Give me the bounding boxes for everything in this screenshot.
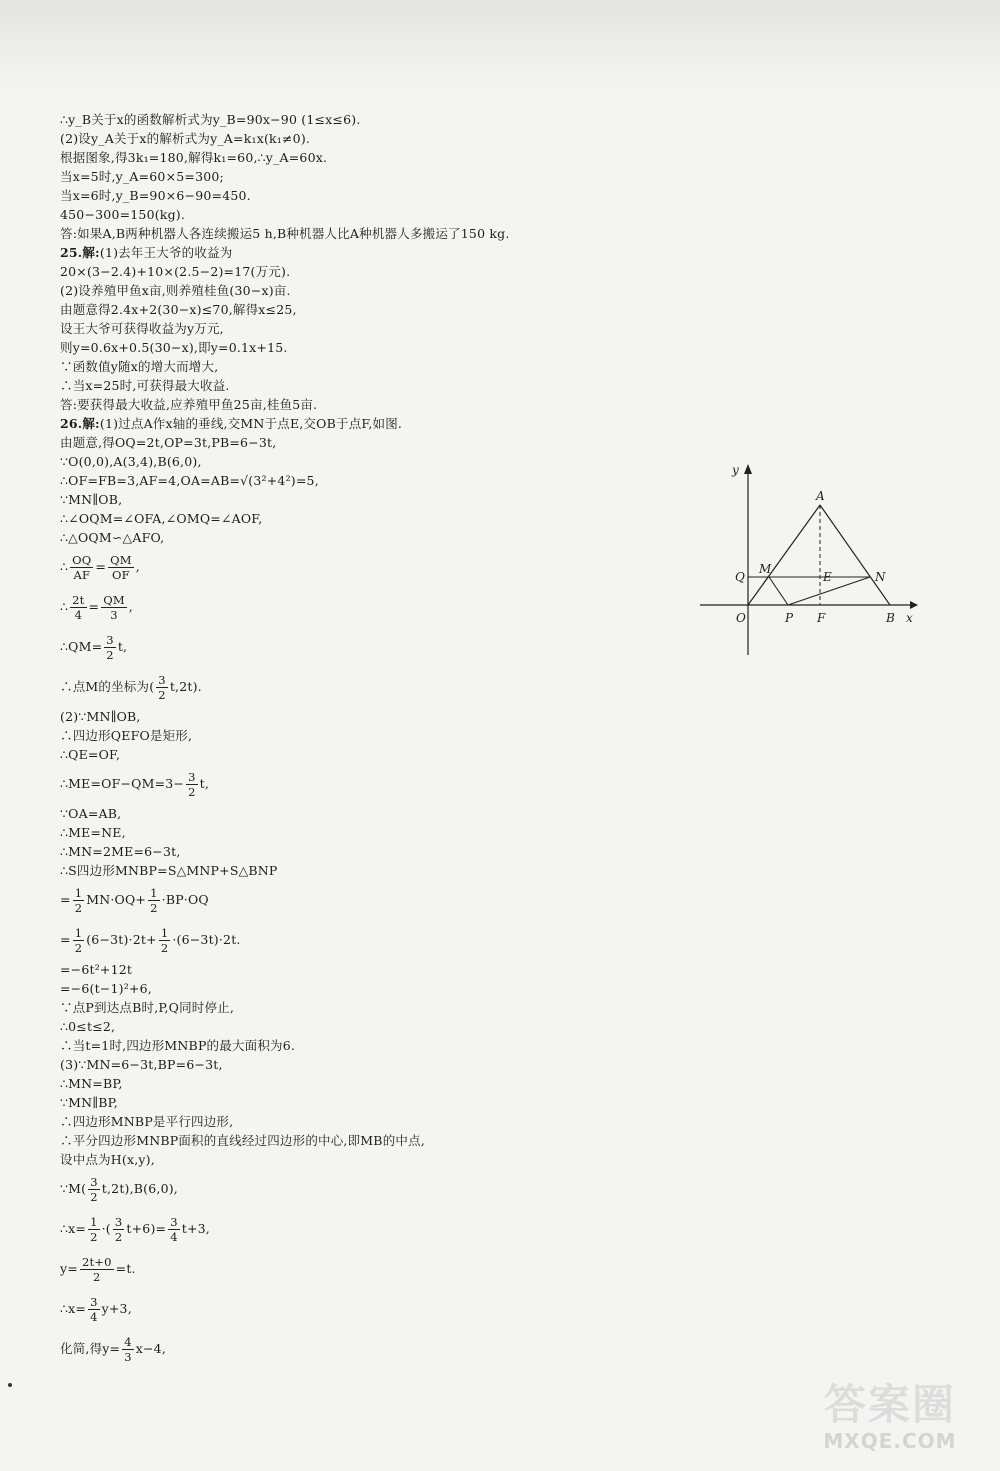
- text-line: (2)设养殖甲鱼x亩,则养殖桂鱼(30−x)亩.: [60, 283, 291, 298]
- text-span: =: [60, 892, 71, 907]
- text-line: (2)设y_A关于x的解析式为y_A=k₁x(k₁≠0).: [60, 131, 311, 146]
- site-watermark: [800, 1381, 980, 1461]
- text-span: t,: [117, 639, 128, 654]
- text-line: =−6t²+12t: [60, 962, 133, 977]
- text-span: ∴x=: [60, 1221, 87, 1236]
- text-span: =t.: [115, 1261, 136, 1276]
- ratio-line: ∴ $\frac{OQ}{AF}$ = $\frac{QM}{OF}$ ,: [60, 553, 140, 582]
- text-line: 设王大爷可获得收益为y万元,: [60, 321, 224, 336]
- text-span: ·(6−3t)·2t.: [172, 932, 241, 947]
- text-span: ∴: [60, 559, 69, 574]
- text-line: ∴四边形QEFO是矩形,: [60, 728, 193, 743]
- text-line: =−6(t−1)²+6,: [60, 981, 152, 996]
- label-F: F: [817, 611, 826, 625]
- fraction: $\frac{1}{2}$: [160, 926, 169, 955]
- text-line: 450−300=150(kg).: [60, 207, 186, 222]
- text-span: ∴x=: [60, 1301, 87, 1316]
- text-span: MN·OQ+: [86, 892, 147, 907]
- fraction: $\frac{1}{2}$: [90, 1215, 98, 1244]
- y-axis-arrow: [744, 464, 752, 474]
- label-P: P: [785, 611, 794, 625]
- answer-text: [60, 110, 680, 1369]
- text-line: ∴△OQM∽△AFO,: [60, 530, 165, 545]
- text-line: 则y=0.6x+0.5(30−x),即y=0.1x+15.: [60, 340, 288, 355]
- text-span: ∴: [60, 599, 69, 614]
- area-substitution-line: [60, 920, 680, 960]
- text-span: =: [60, 932, 71, 947]
- text-span: t,: [199, 776, 210, 791]
- text-line: ∴0≤t≤2,: [60, 1019, 116, 1034]
- text-span: (1)去年王大爷的收益为: [99, 245, 233, 260]
- text-line: 由题意,得OQ=2t,OP=3t,PB=6−3t,: [60, 435, 277, 450]
- text-span: y=: [60, 1261, 78, 1276]
- fraction: $\frac{OQ}{AF}$: [72, 553, 92, 582]
- text-line: 当x=5时,y_A=60×5=300;: [60, 169, 224, 184]
- text-line: ∵OA=AB,: [60, 806, 122, 821]
- text-line: ∴平分四边形MNBP面积的直线经过四边形的中心,即MB的中点,: [60, 1133, 425, 1148]
- x-in-y-line: [60, 1289, 680, 1329]
- segment-MP: [769, 577, 788, 605]
- solution-label: 解:: [82, 245, 100, 260]
- text-line: ∵函数值y随x的增大而增大,: [60, 359, 219, 374]
- text-span: t,2t).: [169, 679, 202, 694]
- y-axis-label: y: [732, 463, 739, 477]
- text-line: 由题意得2.4x+2(30−x)≤70,解得x≤25,: [60, 302, 297, 317]
- area-formula-line: [60, 880, 680, 920]
- fraction: $\frac{3}{2}$: [188, 770, 196, 799]
- text-span: ∵M(: [60, 1181, 87, 1196]
- label-O: O: [736, 611, 746, 625]
- text-line: ∴∠OQM=∠OFA,∠OMQ=∠AOF,: [60, 511, 263, 526]
- text-span: ·BP·OQ: [161, 892, 209, 907]
- text-line: (3)∵MN=6−3t,BP=6−3t,: [60, 1057, 223, 1072]
- text-line: ∴OF=FB=3,AF=4,OA=AB=√(3²+4²)=5,: [60, 473, 319, 488]
- text-line: 根据图象,得3k₁=180,解得k₁=60,∴y_A=60x.: [60, 150, 328, 165]
- text-line: 设中点为H(x,y),: [60, 1152, 155, 1167]
- question-number: 26.: [60, 416, 83, 431]
- label-M: M: [759, 562, 772, 576]
- fraction: $\frac{1}{2}$: [150, 886, 158, 915]
- watermark-url: MXQE.COM: [823, 1429, 957, 1453]
- point-m-line: [60, 667, 680, 707]
- solution-label: 解:: [82, 416, 100, 431]
- text-line: 当x=6时,y_B=90×6−90=450.: [60, 188, 251, 203]
- label-A: A: [816, 489, 825, 503]
- question-number: 25.: [60, 245, 83, 260]
- text-line: ∴当t=1时,四边形MNBP的最大面积为6.: [60, 1038, 296, 1053]
- text-line: ∴y_B关于x的函数解析式为y_B=90x−90 (1≤x≤6).: [60, 112, 361, 127]
- text-span: x−4,: [135, 1341, 166, 1356]
- fraction: $\frac{3}{2}$: [158, 673, 166, 702]
- scan-dot: [8, 1383, 12, 1387]
- x-axis-arrow: [910, 601, 918, 609]
- text-line: ∴S四边形MNBP=S△MNP+S△BNP: [60, 863, 278, 878]
- question-25-header: [60, 243, 680, 262]
- x-axis-label: x: [906, 611, 913, 625]
- text-line: ∵MN∥OB,: [60, 492, 123, 507]
- label-B: B: [886, 611, 895, 625]
- ratio-line: ∴ $\frac{2t}{4}$ = $\frac{QM}{3}$ ,: [60, 593, 133, 622]
- fraction: $\frac{3}{2}$: [90, 1175, 98, 1204]
- qm-line: [60, 627, 680, 667]
- page-top-shading: [0, 0, 1000, 90]
- label-N: N: [875, 570, 886, 584]
- text-line: ∴当x=25时,可获得最大收益.: [60, 378, 230, 393]
- text-line: 20×(3−2.4)+10×(2.5−2)=17(万元).: [60, 264, 291, 279]
- fraction: $\frac{1}{2}$: [74, 926, 83, 955]
- fraction: $\frac{3}{4}$: [90, 1295, 98, 1324]
- y-midpoint-line: [60, 1249, 680, 1289]
- text-span: 化简,得y=: [60, 1341, 121, 1356]
- text-span: t+3,: [181, 1221, 210, 1236]
- geometry-diagram: [700, 460, 920, 660]
- fraction: $\frac{3}{2}$: [114, 1215, 123, 1244]
- fraction: $\frac{QM}{3}$: [103, 593, 125, 622]
- fraction: $\frac{3}{4}$: [170, 1215, 178, 1244]
- x-midpoint-line: [60, 1209, 680, 1249]
- text-line: (2)∵MN∥OB,: [60, 709, 141, 724]
- text-span: t,2t),B(6,0),: [101, 1181, 178, 1196]
- fraction: $\frac{4}{3}$: [124, 1335, 132, 1364]
- fraction: $\frac{3}{2}$: [106, 633, 114, 662]
- fraction: $\frac{2t+0}{2}$: [81, 1255, 112, 1284]
- segment-OA: [748, 505, 820, 605]
- text-line: ∴MN=BP,: [60, 1076, 123, 1091]
- text-span: (1)过点A作x轴的垂线,交MN于点E,交OB于点F,如图.: [99, 416, 403, 431]
- me-line: [60, 764, 680, 804]
- text-span: y+3,: [101, 1301, 132, 1316]
- text-span: ·(: [101, 1221, 111, 1236]
- text-line: ∵MN∥BP,: [60, 1095, 118, 1110]
- text-span: t+6)=: [126, 1221, 167, 1236]
- text-span: ∴点M的坐标为(: [60, 679, 155, 694]
- fraction: $\frac{2t}{4}$: [72, 593, 85, 622]
- label-Q: Q: [735, 570, 745, 584]
- text-line: 答:如果A,B两种机器人各连续搬运5 h,B种机器人比A种机器人多搬运了150 kg.: [60, 226, 510, 241]
- question-26-header: [60, 414, 680, 433]
- result-line: [60, 1329, 680, 1369]
- watermark-logo-text: 答案圈: [823, 1380, 956, 1429]
- fraction: $\frac{QM}{OF}$: [110, 553, 132, 582]
- text-span: ∴ME=OF−QM=3−: [60, 776, 185, 791]
- text-line: ∵点P到达点B时,P,Q同时停止,: [60, 1000, 235, 1015]
- text-line: ∴四边形MNBP是平行四边形,: [60, 1114, 234, 1129]
- text-line: 答:要获得最大收益,应养殖甲鱼25亩,桂鱼5亩.: [60, 397, 318, 412]
- text-line: ∴QE=OF,: [60, 747, 121, 762]
- text-span: ∴QM=: [60, 639, 103, 654]
- text-line: ∴MN=2ME=6−3t,: [60, 844, 181, 859]
- fraction: $\frac{1}{2}$: [74, 886, 83, 915]
- text-span: (6−3t)·2t+: [86, 932, 157, 947]
- label-E: E: [823, 570, 832, 584]
- text-line: ∴ME=NE,: [60, 825, 126, 840]
- text-line: ∵O(0,0),A(3,4),B(6,0),: [60, 454, 202, 469]
- m-coord-line: [60, 1169, 680, 1209]
